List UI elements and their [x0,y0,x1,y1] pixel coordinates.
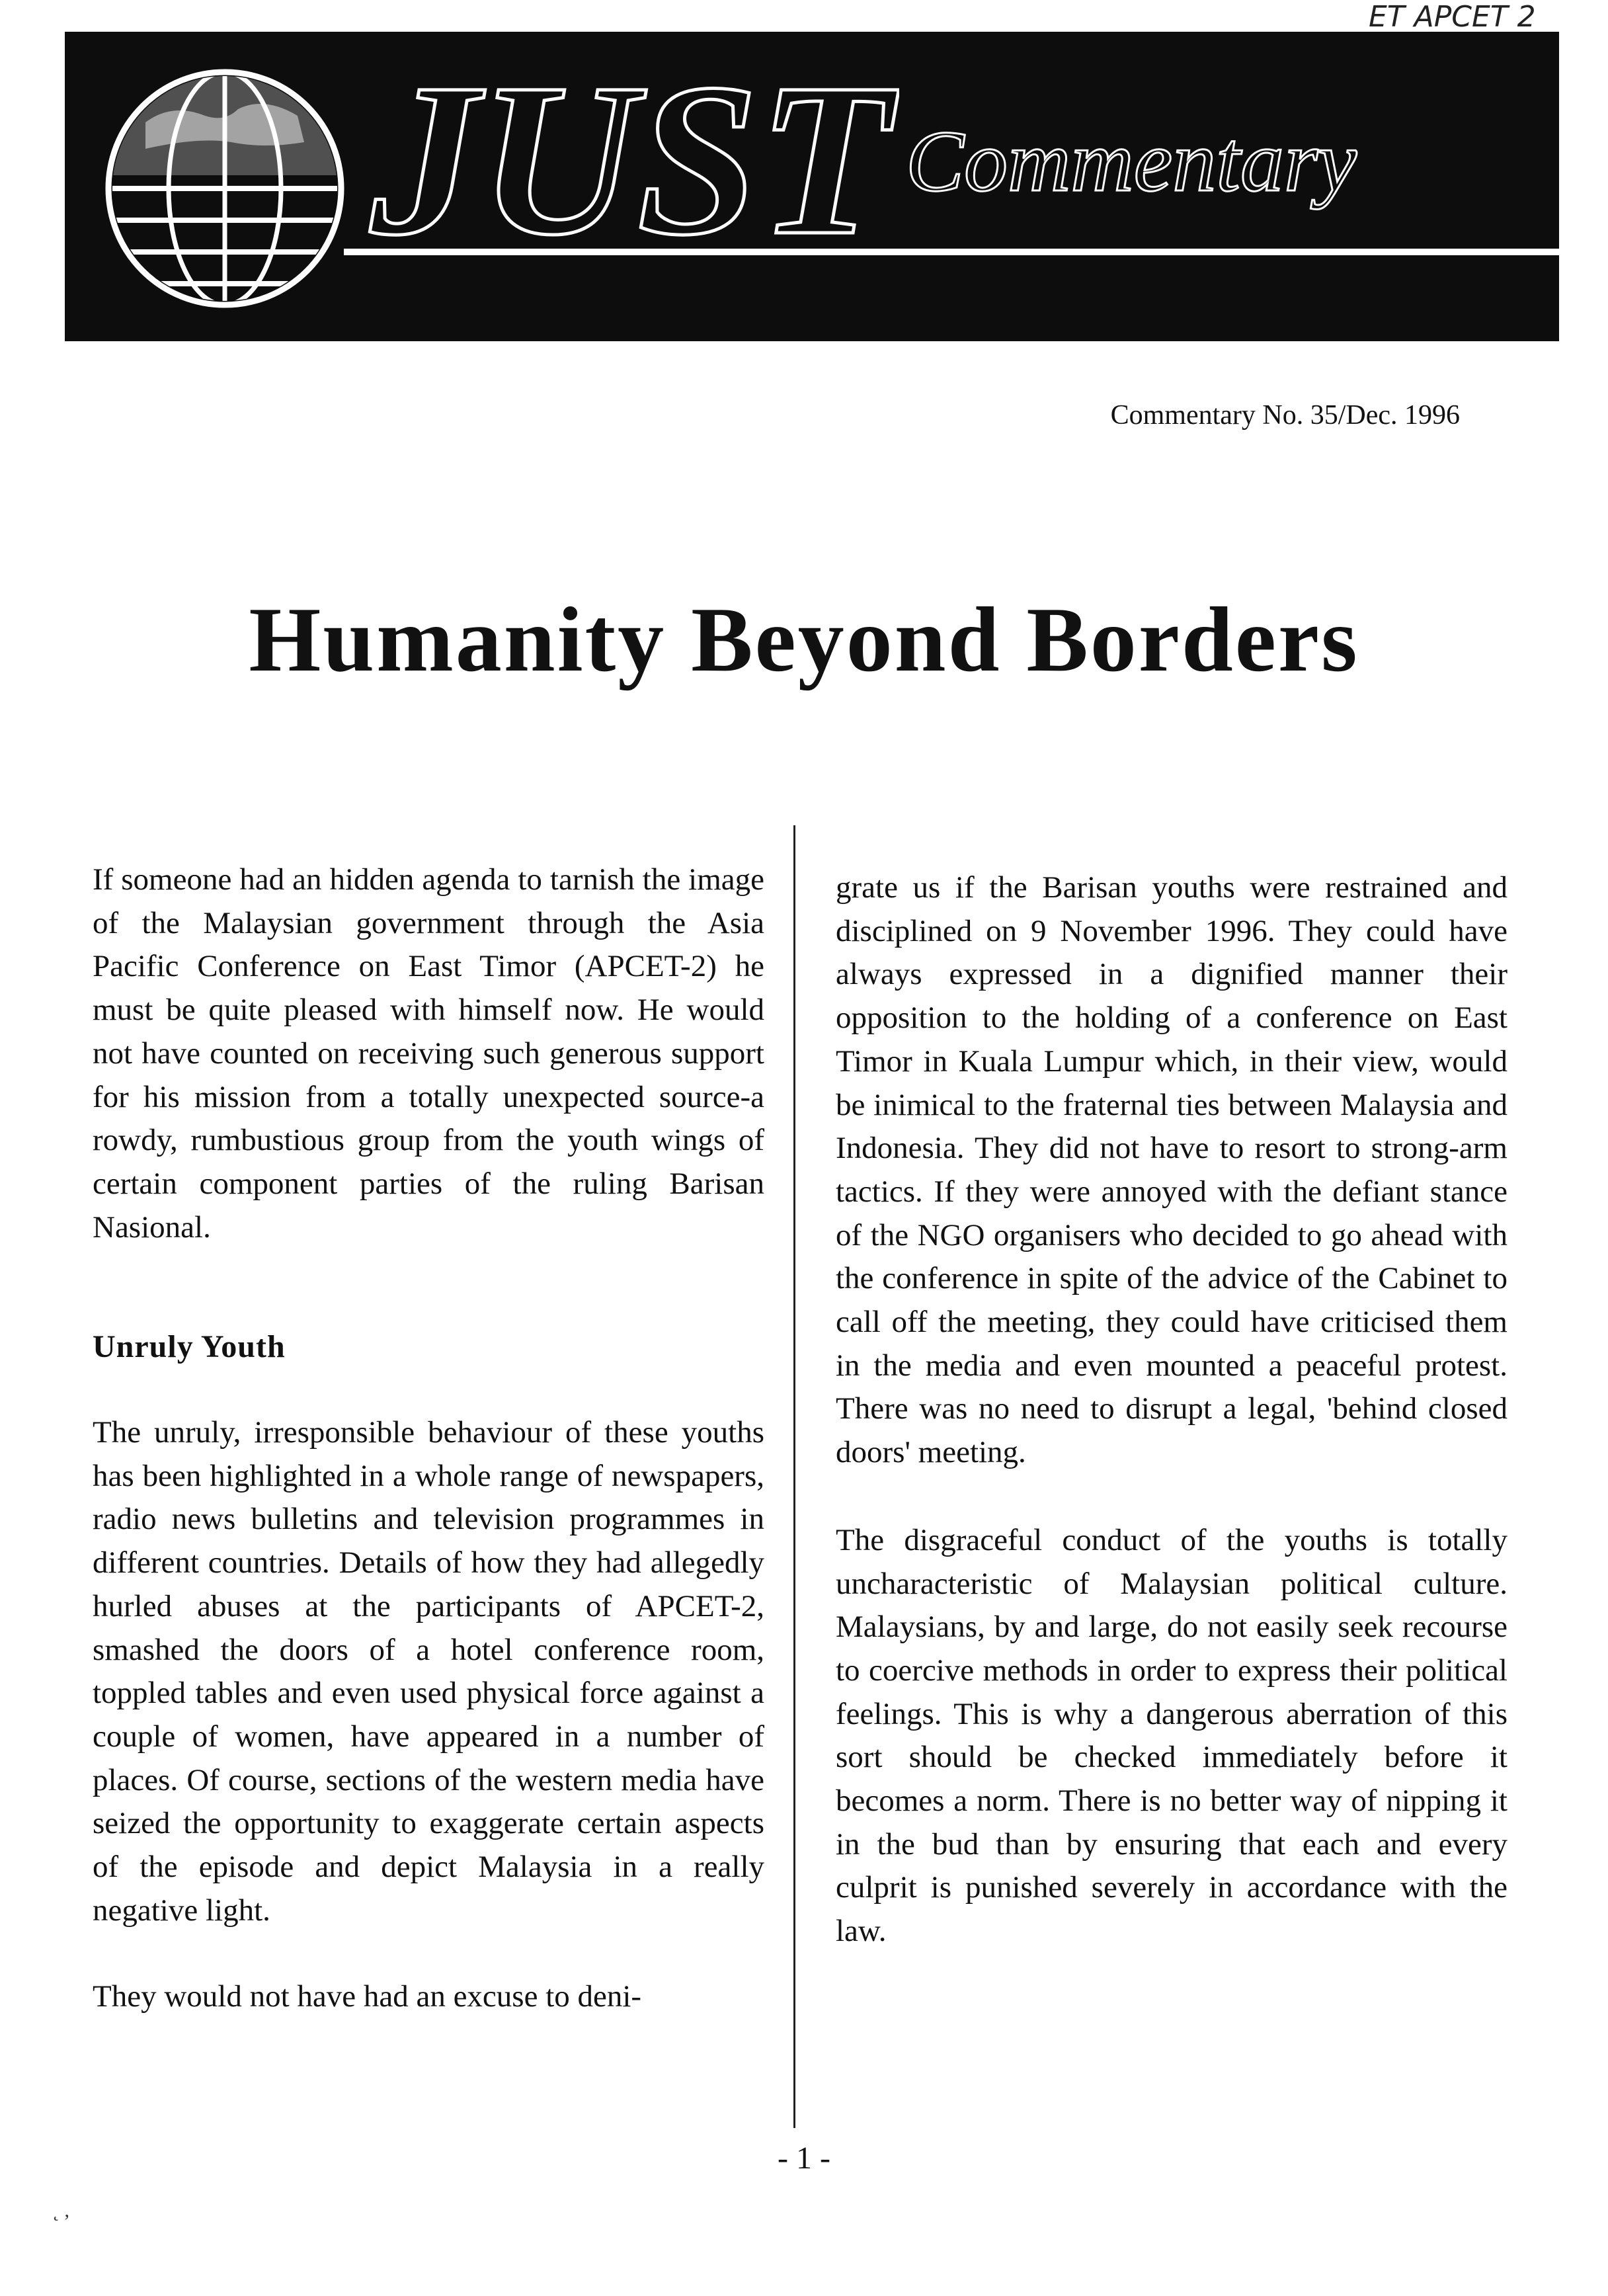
svg-text:ET APCET 2: ET APCET 2 [1369,0,1536,34]
handwritten-note [1362,0,1608,60]
page-number: - 1 - [778,2141,830,2176]
scan-speck: ˛ , [53,2199,69,2221]
paragraph: The unruly, irresponsible behaviour of these youths has been highlighted in a whole range of newspapers, radio news bulletins and television programmes in different countries. Details of how they had allegedly hurled abuses at the participants of APCET-2, smashed the doors of a hotel conference room, toppled tables and even used physical force against a couple of women, have appeared in a number of places. Of course, sections of the western media have seized the opportunity to exaggerate certain aspects of the episode and depict Malaysia in a really negative light. [93,1415,764,1928]
right-column [836,866,1508,1953]
masthead-title [357,41,899,292]
issue-number: Commentary No. 35/Dec. 1996 [1110,400,1460,430]
globe-icon [99,63,350,314]
left-column [93,858,764,2019]
masthead-subtitle [899,112,1547,218]
svg-text:Commentary: Commentary [906,112,1357,210]
paragraph: grate us if the Barisan youths were restrained and disciplined on 9 November 1996. They could have always expressed in a dignified manner their opposition to the holding of a conference on East Timor in Kuala Lumpur which, in their view, would be inimical to the fraternal ties between Malaysia and Indonesia. They did not have to resort to strong-arm tactics. If they were annoyed with the defiant stance of the NGO organisers who decided to go ahead with the conference in spite of the advice of the Cabinet to call off the meeting, they could have criticised them in the media and even mounted a peaceful protest. There was no need to disrupt a legal, 'behind closed doors' meeting. [836,870,1508,1470]
paragraph: They would not have had an excuse to deni- [93,1979,642,2014]
column-divider [793,825,795,2128]
svg-text:JUST: JUST [370,41,892,280]
page-title: Humanity Beyond Borders [249,589,1359,691]
paragraph: The disgraceful conduct of the youths is totally uncharacteristic of Malaysian political culture. Malaysians, by and large, do not easily seek recourse to coercive methods in order to express their political feelings. This is why a dangerous aberration of this sort should be checked immediately before it becomes a norm. There is no better way of nipping it in the bud than by ensuring that each and every culprit is punished severely in accordance with the law. [836,1522,1508,1949]
section-heading: Unruly Youth [93,1329,286,1365]
paragraph: If someone had an hidden agenda to tarnish the image of the Malaysian government through the Asia Pacific Conference on East Timor (APCET-2) he must be quite pleased with himself now. He would not have counted on receiving such generous support for his mission from a totally unexpected source-a rowdy, rumbustious group from the youth wings of certain component parties of the ruling Barisan Nasional. [93,862,764,1245]
